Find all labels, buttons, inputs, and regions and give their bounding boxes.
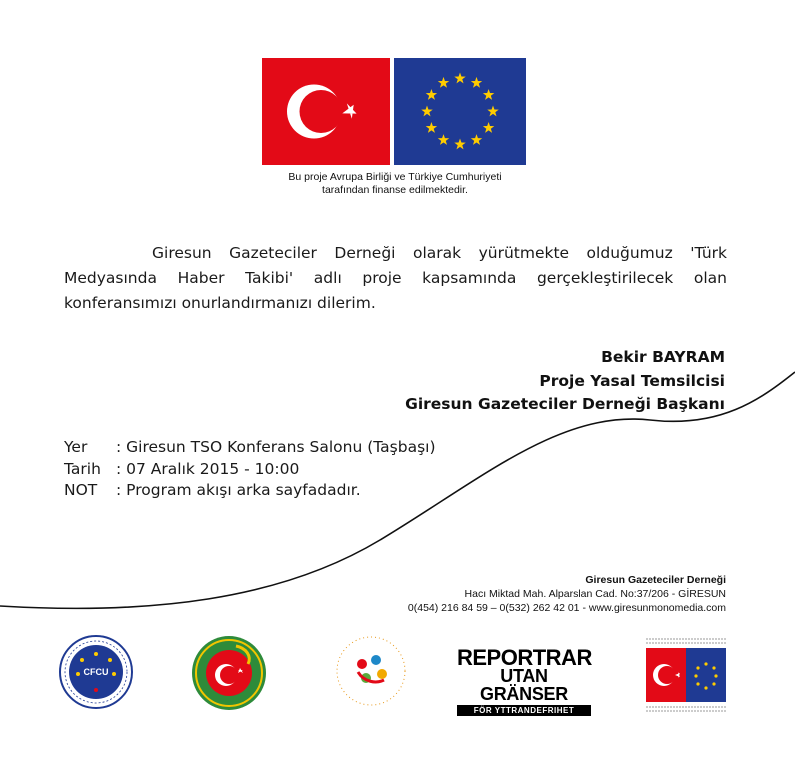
detail-label: NOT: [64, 481, 98, 499]
rsf-line-1: REPORTRAR: [457, 645, 592, 670]
detail-value: : Program akışı arka sayfadadır.: [116, 481, 361, 499]
cfcu-label: CFCU: [83, 667, 109, 677]
detail-label: Tarih: [64, 459, 101, 478]
rsf-line-2: UTAN GRÄNSER: [480, 666, 568, 704]
eu-star-icon: [454, 139, 465, 150]
eu-star-icon: [421, 106, 432, 117]
signatory-organization: Giresun Gazeteciler Derneği Başkanı: [405, 395, 725, 413]
reporters-without-borders-logo: [457, 645, 592, 715]
funding-note: [230, 171, 560, 197]
detail-row-note: [64, 480, 436, 502]
eu-flag-icon: [394, 58, 526, 165]
eu-star-icon: [454, 73, 465, 84]
eu-star-icon: [471, 134, 482, 145]
detail-value: : Giresun TSO Konferans Salonu (Taşbaşı): [116, 438, 436, 456]
funding-line-2: tarafından finanse edilmektedir.: [322, 184, 468, 196]
signatory-role: Proje Yasal Temsilcisi: [539, 371, 725, 390]
funding-line-1: Bu proje Avrupa Birliği ve Türkiye Cumhuriyeti: [288, 171, 502, 183]
association-emblem-logo: [188, 632, 270, 718]
eu-star-icon: [471, 77, 482, 88]
eu-star-icon: [487, 106, 498, 117]
civil-society-dialogue-logo: [330, 630, 412, 716]
event-details: [64, 437, 436, 502]
invitation-text: [64, 241, 727, 316]
eu-star-icon: [438, 77, 449, 88]
turkey-flag-icon: [262, 58, 390, 165]
contact-address: Hacı Miktad Mah. Alparslan Cad. No:37/206 - GİRESUN: [464, 588, 726, 600]
eu-star-icon: [483, 122, 494, 133]
eu-star-icon: [483, 89, 494, 100]
signatory-name: Bekir BAYRAM: [601, 348, 725, 366]
invitation-body: Giresun Gazeteciler Derneği olarak yürütmekte olduğumuz 'Türk Medyasında Haber Takibi' adlı proje kapsamında gerçekleştirilecek olan konferansımızı onurlandırmanızı dilerim.: [64, 244, 727, 312]
contact-org-name: Giresun Gazeteciler Derneği: [585, 574, 726, 586]
detail-label: Yer: [64, 438, 88, 456]
rsf-line-3: FÖR YTTRANDEFRIHET: [457, 705, 591, 716]
eu-star-icon: [426, 122, 437, 133]
eu-star-icon: [426, 89, 437, 100]
organization-contact: [360, 573, 726, 615]
detail-row-venue: [64, 437, 436, 459]
cfcu-logo: [58, 634, 134, 714]
detail-value: : 07 Aralık 2015 - 10:00: [116, 459, 300, 478]
eu-ministry-logo: [644, 636, 728, 720]
contact-phones-web: 0(454) 216 84 59 – 0(532) 262 42 01 - www.giresunmonomedia.com: [407, 602, 726, 614]
detail-row-date: [64, 459, 436, 481]
eu-star-icon: [438, 134, 449, 145]
signature-block: [330, 346, 725, 417]
